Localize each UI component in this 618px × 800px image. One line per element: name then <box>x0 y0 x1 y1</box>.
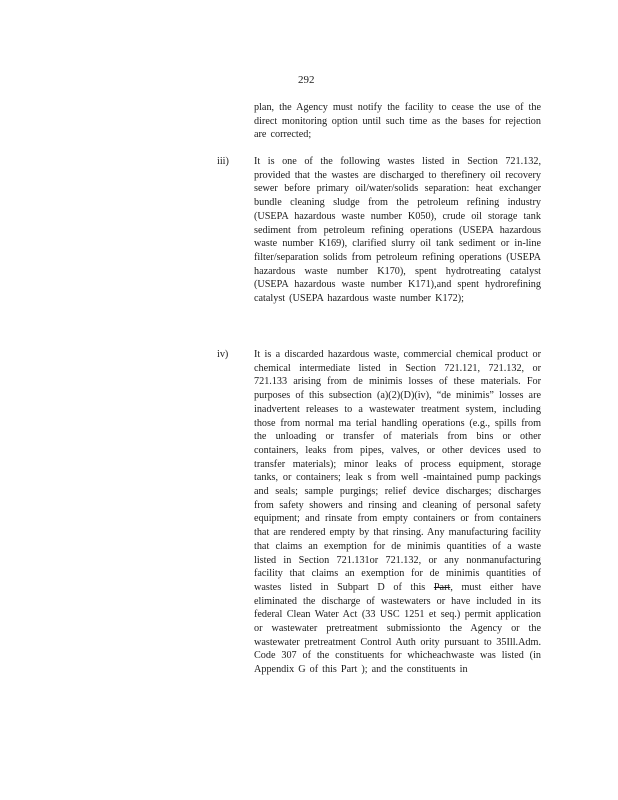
page-number: 292 <box>298 74 315 86</box>
list-item-label: iv) <box>217 349 229 360</box>
continuation-paragraph: plan, the Agency must notify the facility to cease the use of the direct monitoring option until such time as the bases for rejection are corrected; <box>254 102 541 141</box>
list-item-text: It is one of the following wastes listed in Section 721.132, provided that the wastes are discharged to therefinery oil recovery sewer before primary oil/water/solids separation: heat exchanger bundle cleaning sludge from the petroleum refining industry (USEPA hazardous waste number K050), crude oil storage tank sediment from petroleum refining operations (USEPA hazardous waste number K169), clarified slurry oil tank sediment or in-line filter/separation solids from petroleum refining operations (USEPA hazardous waste number K170), spent hydrotreating catalyst (USEPA hazardous waste number K171),and spent hydrorefining catalyst (USEPA hazardous waste number K172); <box>254 156 541 305</box>
item-text-after-strike: , must either have eliminated the discharge of wastewaters or have included in its federal Clean Water Act (33 USC 1251 et seq.) permit application or wastewater pretreatment submissionto the Agency or the wastewater pretreatment Control Auth ority pursuant to 35Ill.Adm. Code 307 of the constituents for whicheachwaste was listed (in Appendix G of this Part ); and the constituents in <box>254 581 542 676</box>
item-text-before-strike: It is a discarded hazardous waste, commercial chemical product or chemical intermediate listed in Section 721.121, 721.132, or 721.133 arising from de minimis losses of these materials. For purposes of this subsection (a)(2)(D)(iv), “de minimis” losses are inadvertent releases to a wastewater treatment system, including those from normal ma terial handling operations (e.g., spills from the unloading or transfer of materials from bins or other containers, leaks from pipes, valves, or other devices used to transfer materials); minor leaks of process equipment, storage tanks, or containers; leak s from well -maintained pump packings and seals; sample purgings; relief device discharges; discharges from safety showers and rinsing and cleaning of personal safety equipment; and rinsate from empty containers or from containers that are rendered empty by that rinsing. Any manufacturing facility that claims an exemption for de minimis quantities of a waste listed in Section 721.131or 721.132, or any nonmanufacturing facility that claims an exemption for de minimis quantities of wastes listed in Subpart D of this <box>254 349 541 593</box>
list-item-label: iii) <box>217 156 229 167</box>
list-item-text <box>254 348 541 677</box>
struck-text: Part <box>433 581 451 593</box>
